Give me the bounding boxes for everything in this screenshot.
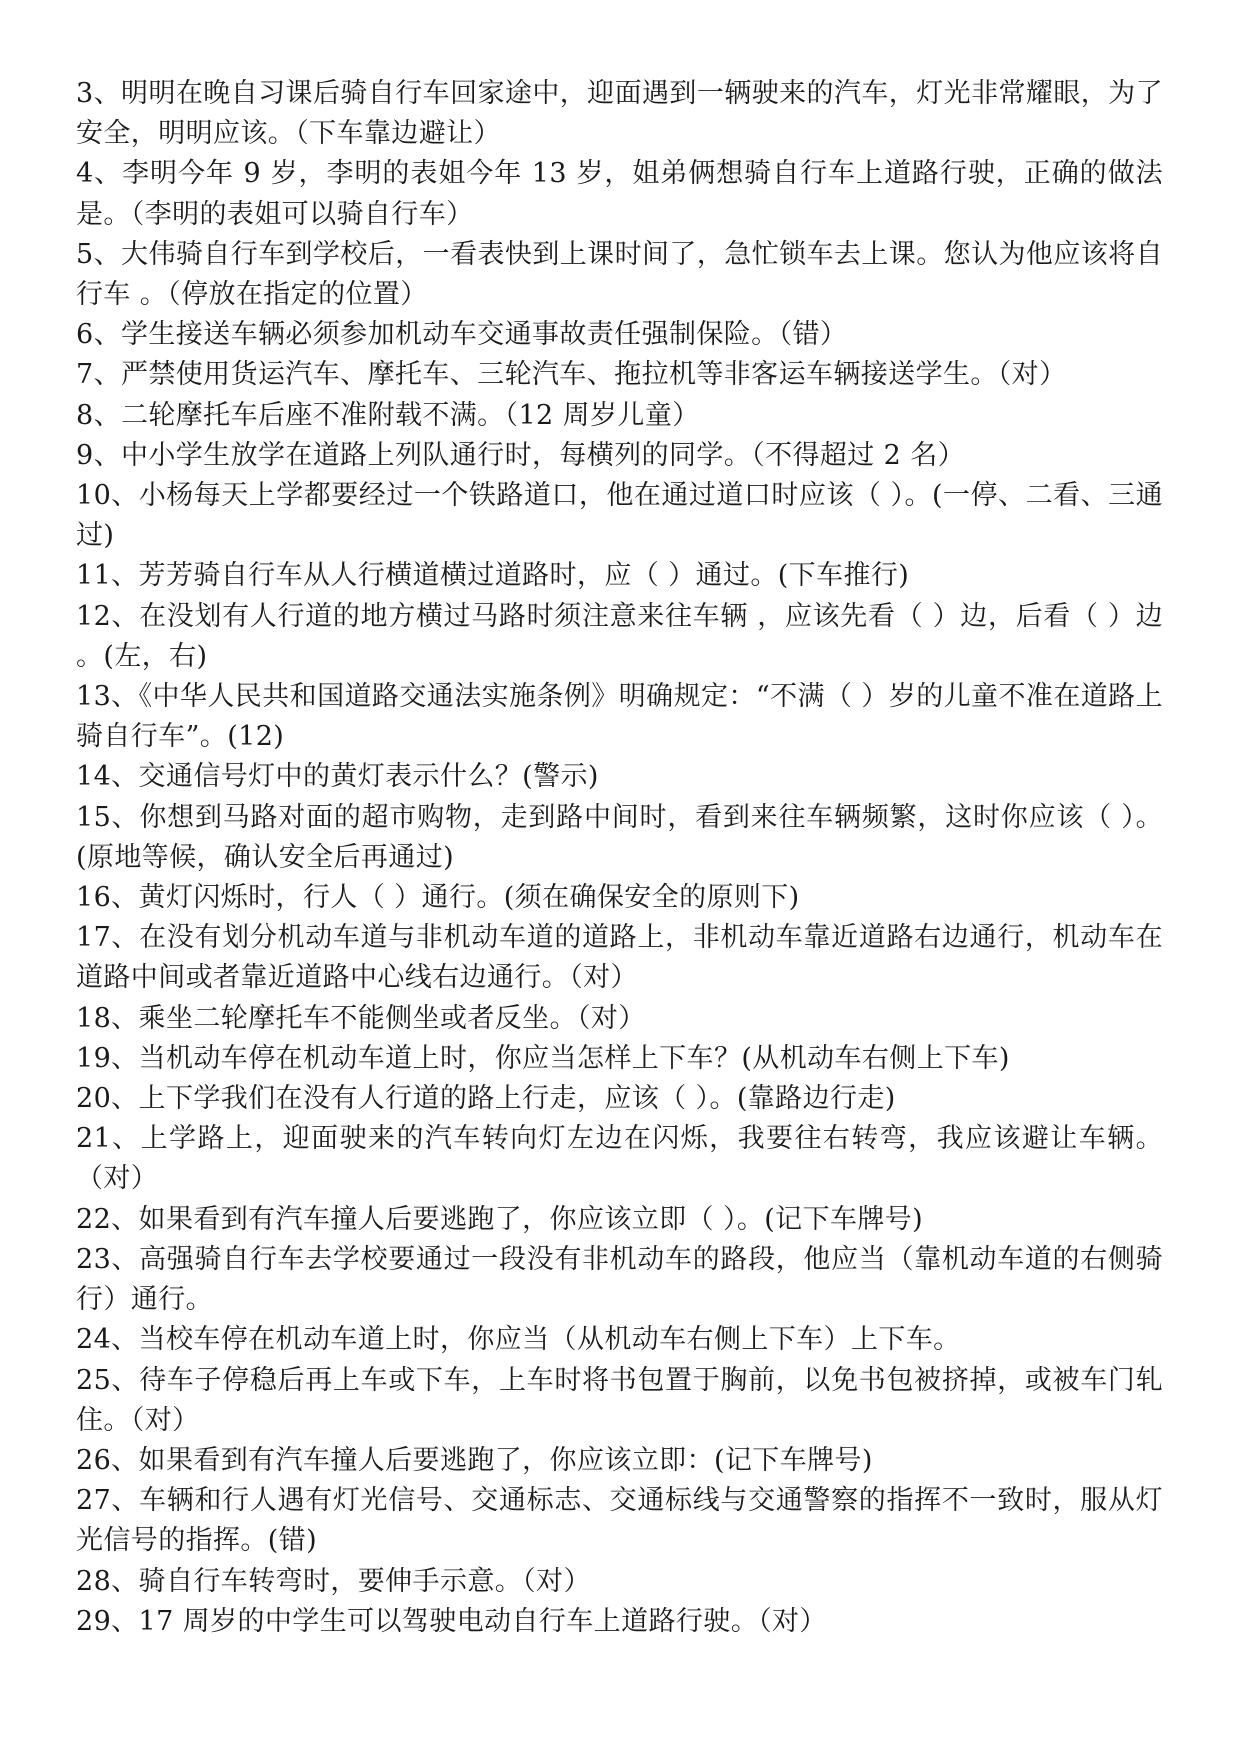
qa-item-18: 18、乘坐二轮摩托车不能侧坐或者反坐。（对） bbox=[76, 1002, 646, 1034]
qa-item-29: 29、17 周岁的中学生可以驾驶电动自行车上道路行驶。（对） bbox=[76, 1605, 827, 1637]
question-answer-list bbox=[76, 74, 1163, 1642]
qa-item-15: 15、你想到马路对面的超市购物，走到路中间时，看到来往车辆频繁，这时你应该（ ）。 (原地等候，确认安全后再通过) bbox=[76, 801, 1163, 873]
qa-item-11: 11、芳芳骑自行车从人行横道横过道路时，应（ ）通过。(下车推行) bbox=[76, 560, 910, 592]
qa-item-23: 23、高强骑自行车去学校要通过一段没有非机动车的路段，他应当（靠机动车道的右侧骑行）通行。 bbox=[76, 1243, 1163, 1316]
qa-item-19: 19、当机动车停在机动车道上时，你应当怎样上下车？(从机动车右侧上下车) bbox=[76, 1042, 1010, 1074]
qa-item-8: 8、二轮摩托车后座不准附载不满。（12 周岁儿童） bbox=[76, 399, 700, 431]
qa-item-21: 21、上学路上，迎面驶来的汽车转向灯左边在闪烁，我要往右转弯，我应该避让车辆。（对） bbox=[76, 1123, 1163, 1195]
qa-item-3: 3、明明在晚自习课后骑自行车回家途中，迎面遇到一辆驶来的汽车，灯光非常耀眼，为了安全，明明应该。（下车靠边避让） bbox=[76, 78, 1163, 150]
qa-item-16: 16、黄灯闪烁时，行人（ ）通行。(须在确保安全的原则下) bbox=[76, 882, 800, 914]
qa-item-22: 22、如果看到有汽车撞人后要逃跑了，你应该立即（ ）。(记下车牌号) bbox=[76, 1203, 924, 1235]
qa-item-24: 24、当校车停在机动车道上时，你应当（从机动车右侧上下车）上下车。 bbox=[76, 1324, 961, 1356]
qa-item-13: 13、《中华人民共和国道路交通法实施条例》明确规定：“不满（ ）岁的儿童不准在道路上骑自行车”。(12) bbox=[76, 681, 1163, 753]
qa-item-25: 25、待车子停稳后再上车或下车，上车时将书包置于胸前，以免书包被挤掉，或被车门轧住。（对） bbox=[76, 1364, 1163, 1436]
qa-item-10: 10、小杨每天上学都要经过一个铁路道口，他在通过道口时应该（ ）。(一停、二看、三通过) bbox=[76, 480, 1163, 552]
qa-item-9: 9、中小学生放学在道路上列队通行时，每横列的同学。（不得超过 2 名） bbox=[76, 439, 966, 471]
qa-item-7: 7、严禁使用货运汽车、摩托车、三轮汽车、拖拉机等非客运车辆接送学生。（对） bbox=[76, 359, 1067, 391]
qa-item-20: 20、上下学我们在没有人行道的路上行走，应该（ ）。(靠路边行走) bbox=[76, 1083, 896, 1115]
qa-item-28: 28、骑自行车转弯时，要伸手示意。（对） bbox=[76, 1565, 591, 1597]
qa-item-12: 12、在没划有人行道的地方横过马路时须注意来往车辆 ，应该先看（ ）边，后看（ ）边 。(左，右) bbox=[76, 600, 1163, 672]
qa-item-4: 4、李明今年 9 岁，李明的表姐今年 13 岁，姐弟俩想骑自行车上道路行驶，正确的做法是。（李明的表姐可以骑自行车） bbox=[76, 158, 1163, 230]
qa-item-17: 17、在没有划分机动车道与非机动车道的道路上，非机动车靠近道路右边通行，机动车在道路中间或者靠近道路中心线右边通行。（对） bbox=[76, 922, 1163, 994]
qa-item-26: 26、如果看到有汽车撞人后要逃跑了，你应该立即：(记下车牌号) bbox=[76, 1444, 873, 1476]
qa-item-6: 6、学生接送车辆必须参加机动车交通事故责任强制保险。（错） bbox=[76, 319, 848, 351]
qa-item-5: 5、大伟骑自行车到学校后，一看表快到上课时间了，急忙锁车去上课。您认为他应该将自行车 。（停放在指定的位置） bbox=[76, 238, 1163, 311]
qa-item-14: 14、交通信号灯中的黄灯表示什么？(警示) bbox=[76, 761, 599, 793]
qa-item-27: 27、车辆和行人遇有灯光信号、交通标志、交通标线与交通警察的指挥不一致时，服从灯光信号的指挥。(错) bbox=[76, 1485, 1163, 1557]
